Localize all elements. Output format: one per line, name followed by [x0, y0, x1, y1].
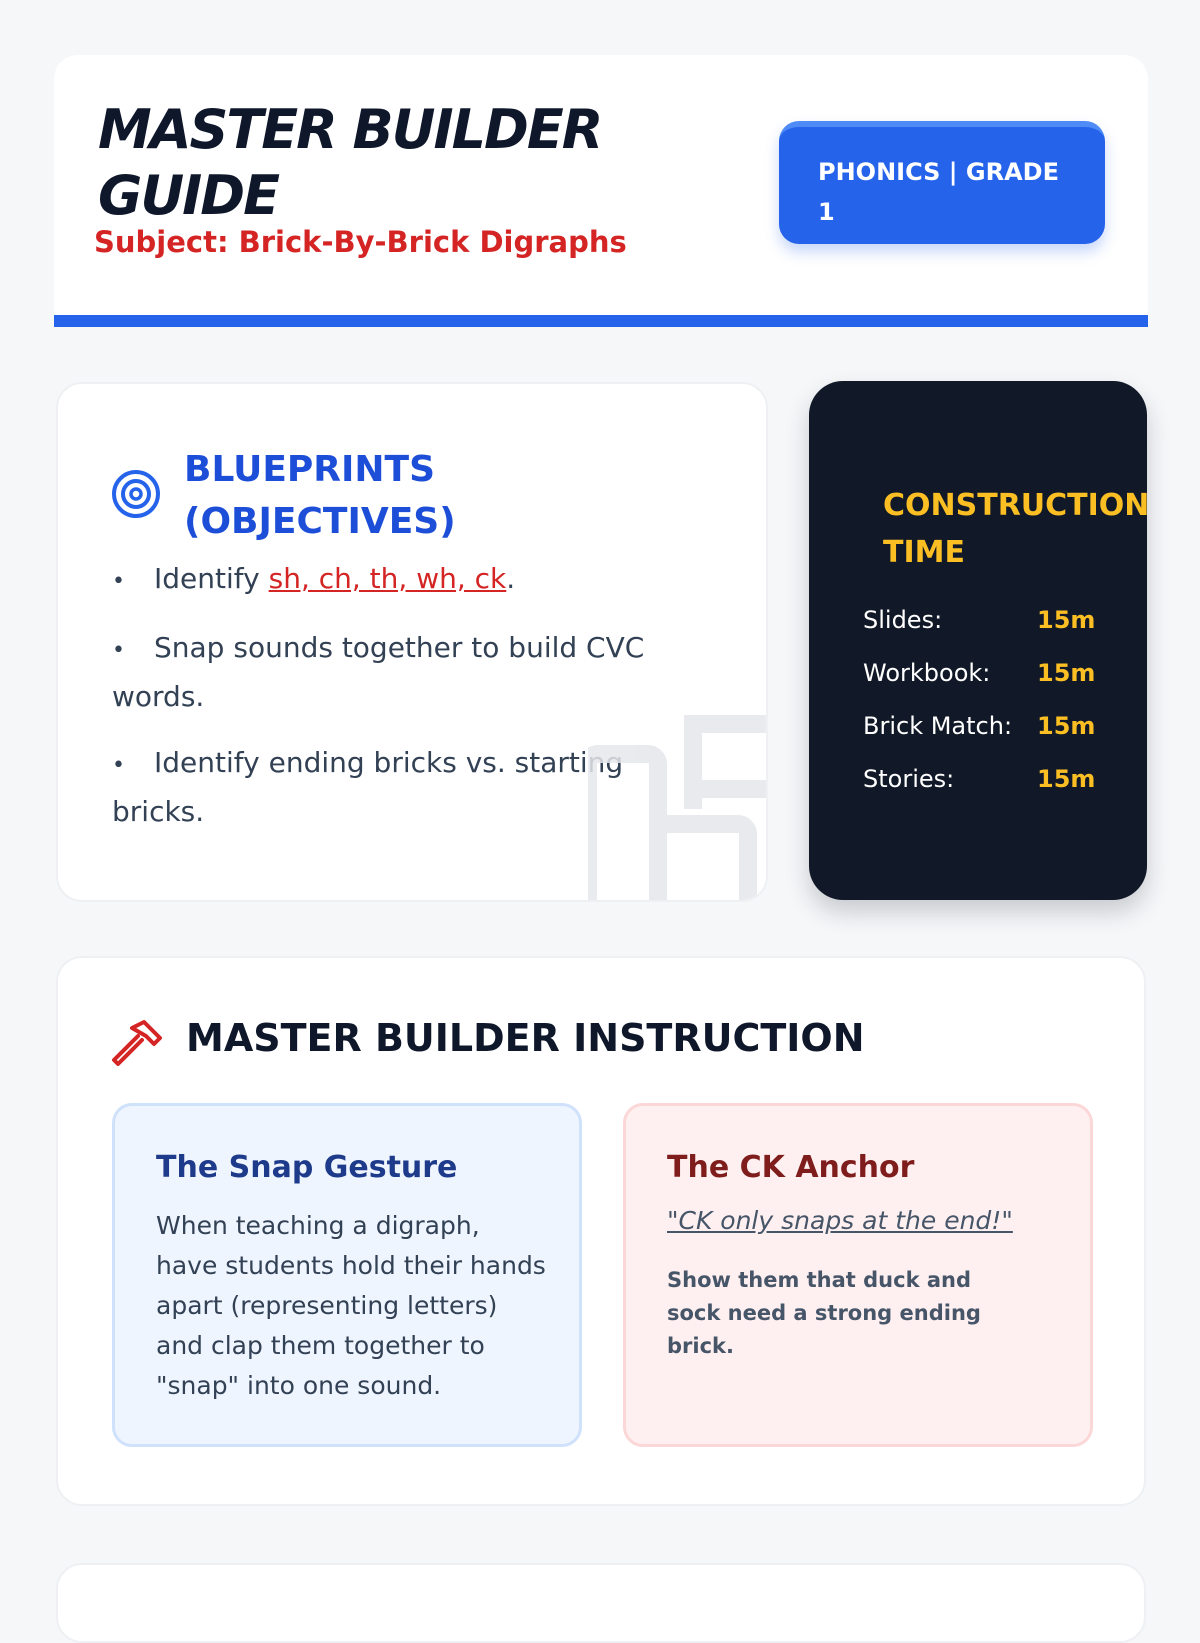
objective-prefix: Identify [154, 562, 269, 595]
time-label: Brick Match: [863, 712, 1013, 740]
ck-anchor-card [623, 1103, 1093, 1447]
instruction-card [56, 956, 1146, 1506]
time-row-slides [863, 606, 1123, 634]
ck-anchor-quote: "CK only snaps at the end!" [667, 1206, 1013, 1235]
bricks-watermark-icon [588, 714, 768, 902]
construction-heading: CONSTRUCTION TIME [883, 488, 1150, 570]
next-section-card [56, 1563, 1146, 1643]
time-value: 15m [1037, 606, 1096, 634]
bullet: • [112, 638, 125, 663]
subject-subtitle: Subject: Brick-By-Brick Digraphs [94, 225, 627, 259]
time-value: 15m [1037, 765, 1096, 793]
instruction-heading: MASTER BUILDER INSTRUCTION [186, 1016, 865, 1060]
grade-badge: PHONICS | GRADE 1 [779, 121, 1105, 244]
guide-header [54, 55, 1148, 327]
blueprints-heading: BLUEPRINTS (OBJECTIVES) [184, 449, 456, 542]
time-value: 15m [1037, 659, 1096, 687]
page-title: MASTER BUILDER GUIDE [98, 98, 602, 227]
time-label: Stories: [863, 765, 955, 793]
time-row-workbook [863, 659, 1123, 687]
bullet: • [112, 753, 125, 778]
ck-anchor-title: The CK Anchor [667, 1150, 915, 1185]
construction-time-card [809, 381, 1150, 900]
objective-suffix: . [506, 562, 516, 595]
objective-text: Snap sounds together to build CVC words. [112, 631, 645, 713]
time-row-brick-match [863, 712, 1123, 740]
bullet: • [112, 569, 125, 594]
snap-gesture-card [112, 1103, 582, 1447]
objective-item [112, 556, 672, 605]
snap-gesture-body: When teaching a digraph, have students hold their hands apart (representing letters) and clap them together to "snap" into one sound. [156, 1211, 546, 1400]
time-label: Slides: [863, 606, 943, 634]
objective-item [112, 625, 672, 720]
time-row-stories [863, 765, 1123, 793]
digraphs-highlight: sh, ch, th, wh, ck [268, 562, 507, 595]
blueprints-card [56, 382, 768, 902]
time-label: Workbook: [863, 659, 991, 687]
hammer-icon [110, 1016, 166, 1072]
objective-text: Identify ending bricks vs. starting bricks. [112, 746, 624, 828]
target-icon [110, 468, 162, 520]
snap-gesture-title: The Snap Gesture [156, 1150, 458, 1185]
ck-anchor-body: Show them that duck and sock need a strong ending brick. [667, 1268, 981, 1358]
time-value: 15m [1037, 712, 1096, 740]
